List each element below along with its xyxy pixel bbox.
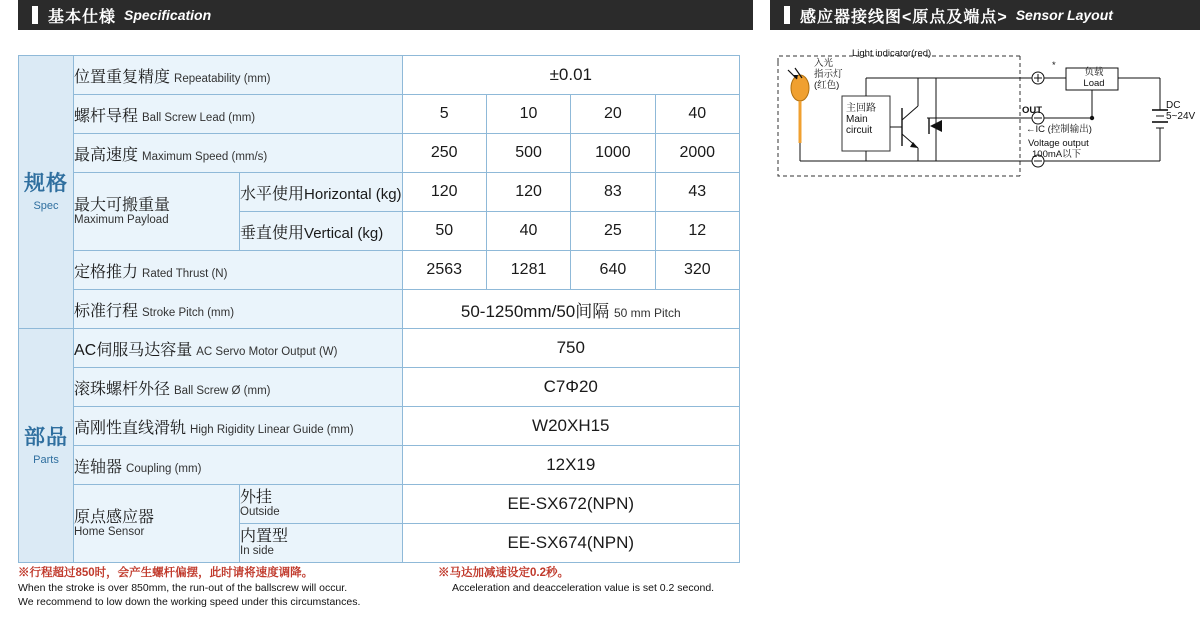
table-row	[19, 368, 740, 407]
label-voltage-output: Voltage output	[1028, 138, 1089, 149]
row-label-outside-cn: 外挂	[240, 489, 273, 506]
row-label-guide-cn: 高刚性直线滑轨	[74, 419, 187, 437]
value-vertical-0: 50	[402, 212, 486, 251]
value-stroke-sub: 50 mm Pitch	[613, 305, 681, 320]
row-label-home-sensor-en: Home Sensor	[74, 525, 145, 538]
spec-header-cn: 基本仕様	[48, 8, 117, 26]
row-label-max-speed-en: Maximum Speed (mm/s)	[142, 150, 268, 163]
value-lead-1: 10	[486, 95, 570, 134]
value-outside: EE-SX672(NPN)	[402, 485, 739, 524]
row-label-inside	[240, 524, 403, 563]
value-vertical-3: 12	[655, 212, 739, 251]
footnote-2-cn: ※马达加减速设定0.2秒。	[438, 567, 569, 579]
row-label-vertical-cn: 垂直使用	[240, 224, 305, 242]
row-label-stroke-cn: 标准行程	[74, 302, 139, 320]
table-row	[19, 329, 740, 368]
row-label-thrust-en: Rated Thrust (N)	[142, 267, 228, 280]
spec-header-en: Specification	[124, 7, 212, 23]
table-row	[19, 290, 740, 329]
row-label-ballscrew-en: Ball Screw Ø (mm)	[174, 384, 271, 397]
value-inside: EE-SX674(NPN)	[402, 524, 739, 563]
header-accent-bar	[32, 6, 38, 24]
value-vertical-1: 40	[486, 212, 570, 251]
value-vertical-2: 25	[571, 212, 655, 251]
row-label-lead-en: Ball Screw Lead (mm)	[142, 111, 256, 124]
row-label-vertical	[240, 212, 403, 251]
side-label-parts-en: Parts	[33, 453, 59, 466]
value-ballscrew: C7Φ20	[402, 368, 739, 407]
footnote-1-en-line1: When the stroke is over 850mm, the run-out of the ballscrew will occur.	[18, 582, 348, 594]
value-horizontal-3: 43	[655, 173, 739, 212]
value-coupling: 12X19	[402, 446, 739, 485]
row-label-guide	[74, 407, 403, 446]
header-accent-bar-2	[784, 6, 790, 24]
row-label-horizontal	[240, 173, 403, 212]
row-label-horizontal-cn: 水平使用	[240, 185, 305, 203]
value-thrust-2: 640	[571, 251, 655, 290]
footnote-1	[18, 566, 418, 609]
label-incident-light-cn: 入光 指示灯 (红色)	[814, 58, 843, 91]
label-out: OUT	[1022, 105, 1043, 116]
row-label-vertical-en: Vertical (kg)	[304, 224, 384, 242]
row-label-guide-en: High Rigidity Linear Guide (mm)	[190, 423, 354, 436]
row-label-lead	[74, 95, 403, 134]
row-label-repeatability	[74, 56, 403, 95]
side-label-spec	[19, 56, 74, 329]
row-label-inside-cn: 内置型	[240, 528, 289, 545]
row-label-repeatability-cn: 位置重复精度	[74, 68, 171, 86]
value-lead-3: 40	[655, 95, 739, 134]
label-dc: DC 5~24V	[1166, 100, 1196, 122]
footnote-2-en: Acceleration and deacceleration value is set 0.2 second.	[452, 582, 715, 594]
label-light-indicator: Light indicator(red)	[852, 48, 932, 59]
row-label-inside-en: In side	[240, 545, 274, 557]
label-load: 负载 Load	[1083, 67, 1105, 89]
table-row	[19, 407, 740, 446]
table-row	[19, 56, 740, 95]
side-label-spec-cn: 规格	[24, 172, 68, 195]
side-label-spec-en: Spec	[33, 200, 59, 212]
row-label-horizontal-en: Horizontal (kg)	[304, 185, 402, 203]
row-label-payload-en: Maximum Payload	[74, 213, 169, 226]
sensor-section-header	[770, 0, 1200, 30]
row-label-motor	[74, 329, 403, 368]
table-row	[19, 134, 740, 173]
row-label-repeatability-en: Repeatability (mm)	[174, 72, 271, 85]
side-label-parts	[19, 329, 74, 563]
row-label-lead-cn: 螺杆导程	[74, 107, 139, 125]
row-label-thrust	[74, 251, 403, 290]
row-label-motor-cn: AC伺服马达容量	[74, 341, 193, 359]
row-label-outside-en: Outside	[240, 506, 280, 518]
row-label-ballscrew	[74, 368, 403, 407]
row-label-outside	[240, 485, 403, 524]
value-lead-0: 5	[402, 95, 486, 134]
value-thrust-3: 320	[655, 251, 739, 290]
side-label-parts-cn: 部品	[24, 425, 68, 449]
table-row	[19, 251, 740, 290]
value-max-speed-0: 250	[402, 134, 486, 173]
row-label-ballscrew-cn: 滚珠螺杆外径	[74, 380, 171, 398]
value-stroke-main: 50-1250mm/50间隔	[460, 301, 610, 321]
footnote-2	[438, 566, 858, 595]
footnote-1-cn: ※行程超过850时，会产生螺杆偏摆，此时请将速度调降。	[18, 567, 314, 579]
value-max-speed-1: 500	[486, 134, 570, 173]
spec-section-header	[18, 0, 753, 30]
value-horizontal-2: 83	[571, 173, 655, 212]
label-ic-control-output: ←IC (控制输出)	[1026, 124, 1092, 135]
specification-table	[18, 55, 740, 563]
table-row	[19, 485, 740, 524]
table-row	[19, 173, 740, 212]
sensor-layout-diagram	[770, 48, 1196, 198]
row-label-payload-cn: 最大可搬重量	[74, 196, 171, 214]
table-row	[19, 446, 740, 485]
value-horizontal-1: 120	[486, 173, 570, 212]
value-horizontal-0: 120	[402, 173, 486, 212]
row-label-max-speed-cn: 最高速度	[74, 146, 139, 164]
value-lead-2: 20	[571, 95, 655, 134]
value-stroke	[402, 290, 739, 329]
row-label-coupling-en: Coupling (mm)	[126, 462, 202, 475]
value-thrust-0: 2563	[402, 251, 486, 290]
row-label-home-sensor-cn: 原点感应器	[74, 508, 155, 526]
table-row	[19, 95, 740, 134]
row-label-home-sensor	[74, 485, 240, 563]
row-label-motor-en: AC Servo Motor Output (W)	[196, 345, 338, 358]
row-label-coupling	[74, 446, 403, 485]
value-guide: W20XH15	[402, 407, 739, 446]
value-max-speed-3: 2000	[655, 134, 739, 173]
row-label-max-speed	[74, 134, 403, 173]
row-label-stroke	[74, 290, 403, 329]
value-motor: 750	[402, 329, 739, 368]
sensor-header-en: Sensor Layout	[1015, 7, 1113, 23]
label-star: *	[1052, 60, 1056, 71]
sensor-header-cn: 感应器接线图<原点及端点>	[800, 8, 1008, 26]
value-repeatability: ±0.01	[402, 56, 739, 95]
footnote-1-en-line2: We recommend to low down the working speed under this circumstances.	[18, 596, 361, 608]
row-label-thrust-cn: 定格推力	[74, 263, 139, 281]
label-current-limit: 100mA以下	[1032, 149, 1082, 160]
value-thrust-1: 1281	[486, 251, 570, 290]
row-label-coupling-cn: 连轴器	[74, 458, 123, 476]
row-label-payload	[74, 173, 240, 251]
value-max-speed-2: 1000	[571, 134, 655, 173]
row-label-stroke-en: Stroke Pitch (mm)	[142, 306, 235, 319]
label-main-circuit: 主回路 Main circuit	[846, 103, 876, 136]
